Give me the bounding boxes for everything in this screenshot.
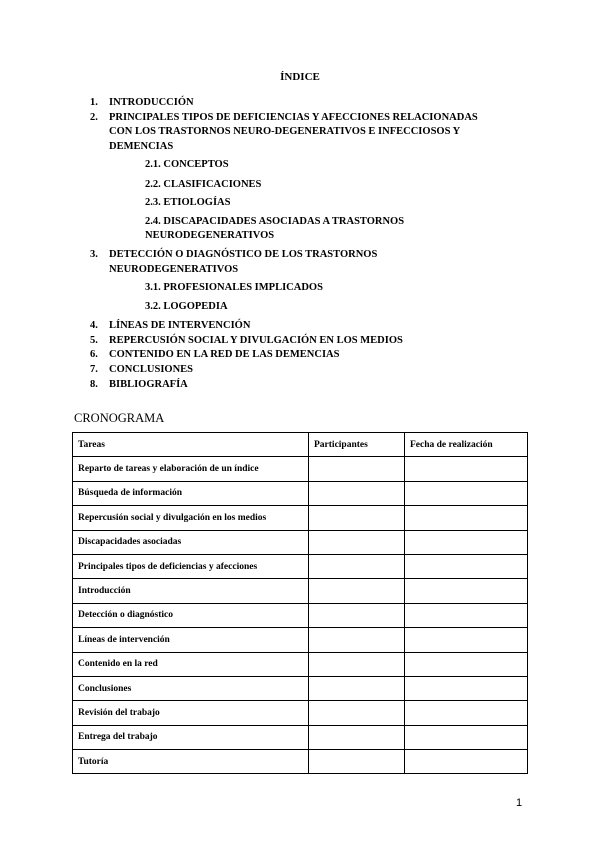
index-item-number: 6. xyxy=(90,349,98,360)
task-cell: Contenido en la red xyxy=(73,652,309,676)
header-fecha: Fecha de realización xyxy=(405,433,528,457)
index-subitem: NEURODEGENERATIVOS xyxy=(145,230,275,241)
index-title: ÍNDICE xyxy=(280,71,320,83)
index-subitem: 3.1. PROFESIONALES IMPLICADOS xyxy=(145,282,323,293)
task-cell: Repercusión social y divulgación en los medios xyxy=(73,506,309,530)
participants-cell[interactable] xyxy=(309,652,405,676)
index-item-number: 1. xyxy=(90,97,98,108)
index-item: CONCLUSIONES xyxy=(109,364,194,375)
date-cell[interactable] xyxy=(405,676,528,700)
index-item: PRINCIPALES TIPOS DE DEFICIENCIAS Y AFECCIONES RELACIONADAS xyxy=(109,112,478,123)
index-item: LÍNEAS DE INTERVENCIÓN xyxy=(109,320,251,331)
table-row xyxy=(73,579,528,603)
date-cell[interactable] xyxy=(405,506,528,530)
index-item: DETECCIÓN O DIAGNÓSTICO DE LOS TRASTORNOS xyxy=(109,249,378,260)
date-cell[interactable] xyxy=(405,652,528,676)
date-cell[interactable] xyxy=(405,701,528,725)
participants-cell[interactable] xyxy=(309,676,405,700)
table-row xyxy=(73,725,528,749)
index-item: DEMENCIAS xyxy=(109,141,174,152)
date-cell[interactable] xyxy=(405,750,528,774)
table-row xyxy=(73,652,528,676)
task-cell: Conclusiones xyxy=(73,676,309,700)
table-body xyxy=(73,457,528,774)
index-subitem: 2.3. ETIOLOGÍAS xyxy=(145,197,231,208)
participants-cell[interactable] xyxy=(309,530,405,554)
participants-cell[interactable] xyxy=(309,725,405,749)
header-tareas: Tareas xyxy=(73,433,309,457)
date-cell[interactable] xyxy=(405,603,528,627)
index-subitem: 2.1. CONCEPTOS xyxy=(145,159,229,170)
date-cell[interactable] xyxy=(405,725,528,749)
cronograma-title: CRONOGRAMA xyxy=(74,411,165,425)
task-cell: Discapacidades asociadas xyxy=(73,530,309,554)
index-item: CON LOS TRASTORNOS NEURO-DEGENERATIVOS E INFECCIOSOS Y xyxy=(109,126,461,137)
page-number: 1 xyxy=(516,797,523,809)
index-item-number: 8. xyxy=(90,379,98,390)
table-row xyxy=(73,554,528,578)
date-cell[interactable] xyxy=(405,628,528,652)
participants-cell[interactable] xyxy=(309,628,405,652)
task-cell: Entrega del trabajo xyxy=(73,725,309,749)
table-row xyxy=(73,530,528,554)
task-cell: Búsqueda de información xyxy=(73,481,309,505)
table-row xyxy=(73,750,528,774)
participants-cell[interactable] xyxy=(309,457,405,481)
table-row xyxy=(73,676,528,700)
table-row xyxy=(73,603,528,627)
table-header-row xyxy=(73,433,528,457)
index-item-number: 4. xyxy=(90,320,98,331)
index-item: INTRODUCCIÓN xyxy=(109,97,194,108)
table-row xyxy=(73,481,528,505)
date-cell[interactable] xyxy=(405,457,528,481)
task-cell: Líneas de intervención xyxy=(73,628,309,652)
date-cell[interactable] xyxy=(405,554,528,578)
participants-cell[interactable] xyxy=(309,554,405,578)
index-item: CONTENIDO EN LA RED DE LAS DEMENCIAS xyxy=(109,349,340,360)
index-item-number: 7. xyxy=(90,364,98,375)
participants-cell[interactable] xyxy=(309,603,405,627)
table-row xyxy=(73,506,528,530)
table-row xyxy=(73,457,528,481)
index-item-number: 3. xyxy=(90,249,98,260)
task-cell: Detección o diagnóstico xyxy=(73,603,309,627)
participants-cell[interactable] xyxy=(309,481,405,505)
date-cell[interactable] xyxy=(405,481,528,505)
task-cell: Introducción xyxy=(73,579,309,603)
participants-cell[interactable] xyxy=(309,701,405,725)
date-cell[interactable] xyxy=(405,579,528,603)
index-item: NEURODEGENERATIVOS xyxy=(109,264,239,275)
table-row xyxy=(73,628,528,652)
cronograma-table xyxy=(72,432,528,774)
table-row xyxy=(73,701,528,725)
index-subitem: 2.4. DISCAPACIDADES ASOCIADAS A TRASTORNOS xyxy=(145,216,405,227)
participants-cell[interactable] xyxy=(309,750,405,774)
participants-cell[interactable] xyxy=(309,579,405,603)
index-subitem: 3.2. LOGOPEDIA xyxy=(145,301,228,312)
date-cell[interactable] xyxy=(405,530,528,554)
header-participantes: Participantes xyxy=(309,433,405,457)
task-cell: Principales tipos de deficiencias y afecciones xyxy=(73,554,309,578)
index-item-number: 2. xyxy=(90,112,98,123)
index-item: BIBLIOGRAFÍA xyxy=(109,379,188,390)
index-subitem: 2.2. CLASIFICACIONES xyxy=(145,179,262,190)
participants-cell[interactable] xyxy=(309,506,405,530)
task-cell: Revisión del trabajo xyxy=(73,701,309,725)
task-cell: Tutoría xyxy=(73,750,309,774)
index-item: REPERCUSIÓN SOCIAL Y DIVULGACIÓN EN LOS MEDIOS xyxy=(109,335,403,346)
index-item-number: 5. xyxy=(90,335,98,346)
task-cell: Reparto de tareas y elaboración de un índice xyxy=(73,457,309,481)
